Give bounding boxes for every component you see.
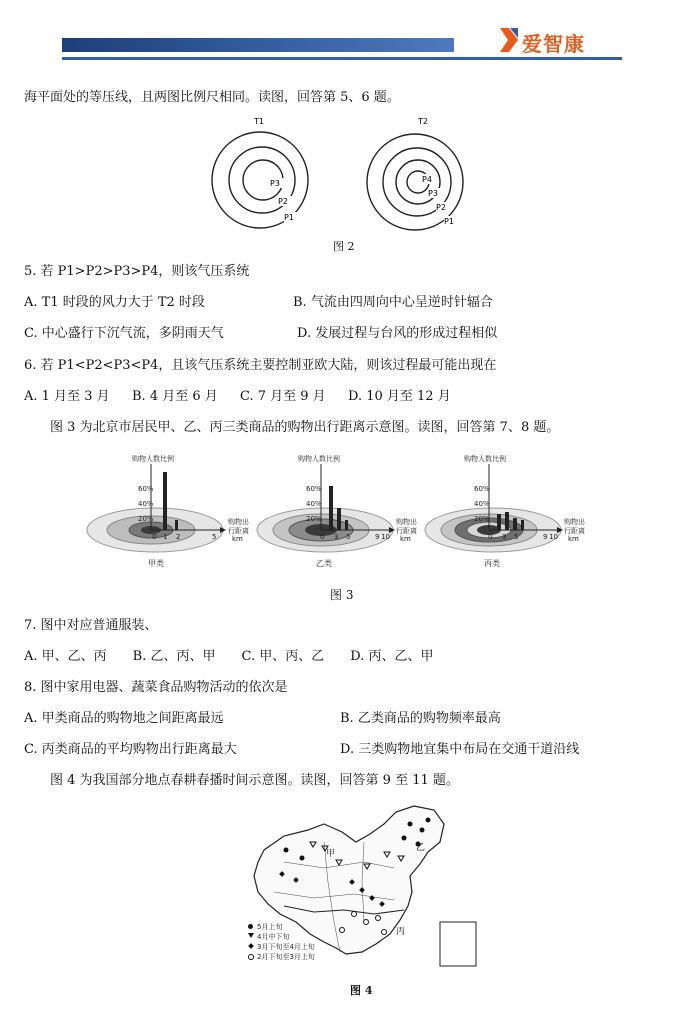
legend-mar: 3月下旬至4月上旬 (257, 943, 315, 951)
brand-logo-icon (500, 28, 518, 52)
yi-x-tick-10: 10 (381, 533, 390, 541)
fig3-intro: 图 3 为北京市居民甲、乙、丙三类商品的购物出行距离示意图。读图，回答第 7、8 题。 (50, 420, 560, 435)
jia-y-tick-60: 60% (138, 485, 154, 493)
region-label-bing: 丙 (396, 927, 406, 937)
jia-y-tick-20: 20% (138, 515, 154, 523)
jia-x-tick-5: 5 (212, 533, 217, 541)
bing-x-tick-0: 0 (488, 533, 493, 541)
bing-y-tick-60: 60% (474, 485, 490, 493)
t2-p3: P3 (428, 189, 438, 198)
header-bar-thin (62, 57, 622, 60)
q6-option-a: A. 1 月至 3 月 (24, 389, 110, 404)
bing-y-tick-20: 20% (474, 515, 490, 523)
legend-dot-icon (248, 924, 253, 929)
bing-bar-2 (505, 512, 509, 530)
yi-x-title-3: km (400, 535, 411, 543)
yi-y-title: 购物人数比例 (298, 455, 340, 463)
q8-option-a: A. 甲类商品的购物地之间距离最远 (24, 711, 224, 726)
bing-x-title-2: 行距离 (564, 527, 585, 535)
t2-p1: P1 (444, 217, 454, 226)
bing-x-tick-9: 9 (543, 533, 548, 541)
t2-p2: P2 (436, 203, 446, 212)
bing-x-tick-10: 10 (549, 533, 558, 541)
q6-option-d: D. 10 月至 12 月 (348, 389, 451, 404)
legend-circle-icon (248, 954, 254, 960)
jia-bar-2 (175, 520, 178, 530)
legend-may: 5月上旬 (257, 923, 283, 931)
q6-option-b: B. 4 月至 6 月 (132, 389, 218, 404)
jia-x-tick-0: 0 (152, 533, 157, 541)
yi-x-tick-3: 3 (334, 533, 339, 541)
bing-y-tick-40: 40% (474, 500, 490, 508)
jia-x-tick-1: 1 (163, 533, 168, 541)
yi-bar-1 (329, 486, 333, 530)
q6-stem: 6. 若 P1<P2<P3<P4，且该气压系统主要控制亚欧大陆，则该过程最可能出现在 (24, 358, 497, 373)
region-label-jia: 甲 (326, 849, 336, 859)
bing-x-tick-5: 5 (514, 533, 519, 541)
jia-x-title-2: 行距离 (228, 527, 249, 535)
fig2-caption: 图 2 (333, 240, 355, 253)
yi-y-tick-20: 20% (306, 515, 322, 523)
yi-x-title-2: 行距离 (396, 527, 417, 535)
fig3-caption: 图 3 (330, 588, 354, 602)
region-label-yi: 乙 (416, 843, 426, 853)
t1-label: T1 (254, 117, 264, 126)
legend-apr: 4月中下旬 (257, 933, 290, 941)
q5-option-b: B. 气流由四周向中心呈逆时针辐合 (293, 295, 493, 310)
q5-option-d: D. 发展过程与台风的形成过程相似 (297, 326, 498, 341)
bing-bar-1 (497, 514, 501, 530)
yi-x-tick-5: 5 (346, 533, 351, 541)
panel-jia (87, 464, 226, 552)
q7-options: A. 甲、乙、丙 B. 乙、丙、甲 C. 甲、丙、乙 D. 丙、乙、甲 (24, 649, 434, 664)
t1-p3: P3 (270, 179, 280, 188)
q8-option-b: B. 乙类商品的购物频率最高 (340, 711, 501, 726)
q6-option-c: C. 7 月至 9 月 (240, 389, 326, 404)
bing-x-title-1: 购物出 (564, 518, 585, 526)
jia-name: 甲类 (148, 559, 164, 568)
yi-y-tick-40: 40% (306, 500, 322, 508)
q8-option-d: D. 三类购物地宜集中布局在交通干道沿线 (340, 742, 580, 757)
legend-triangle-icon (248, 933, 254, 938)
south-sea-inset (440, 922, 476, 966)
t1-p2: P2 (278, 197, 288, 206)
fig4-caption: 图 4 (350, 984, 373, 997)
figure-3 (85, 446, 595, 576)
bing-bar-3 (513, 518, 517, 530)
brand-name: 爱智康 (522, 32, 585, 56)
fig2-intro: 海平面处的等压线，且两图比例尺相同。读图，回答第 5、6 题。 (24, 90, 400, 105)
header-bar (62, 38, 454, 52)
jia-y-title: 购物人数比例 (132, 455, 174, 463)
q5-option-a: A. T1 时段的风力大于 T2 时段 (24, 295, 205, 310)
bing-x-tick-3: 3 (502, 533, 507, 541)
q5-stem: 5. 若 P1>P2>P3>P4，则该气压系统 (24, 264, 250, 279)
yi-bar-3 (345, 520, 348, 530)
yi-name: 乙类 (316, 559, 332, 568)
q8-option-c: C. 丙类商品的平均购物出行距离最大 (24, 742, 237, 757)
q7-stem: 7. 图中对应普通服装、 (24, 618, 158, 633)
t2-p4: P4 (422, 175, 432, 184)
jia-x-title-1: 购物出 (228, 518, 249, 526)
yi-x-tick-0: 0 (320, 533, 325, 541)
q5-option-c: C. 中心盛行下沉气流，多阴雨天气 (24, 326, 224, 341)
fig4-intro: 图 4 为我国部分地点春耕春播时间示意图。读图，回答第 9 至 11 题。 (50, 773, 459, 788)
yi-y-tick-60: 60% (306, 485, 322, 493)
bing-name: 丙类 (484, 559, 500, 568)
bing-y-title: 购物人数比例 (464, 455, 506, 463)
q8-stem: 8. 图中家用电器、蔬菜食品购物活动的依次是 (24, 680, 288, 695)
yi-x-title-1: 购物出 (396, 518, 417, 526)
bing-x-title-3: km (568, 535, 579, 543)
yi-x-tick-9: 9 (375, 533, 380, 541)
jia-x-title-3: km (232, 535, 243, 543)
yi-bar-2 (337, 508, 341, 530)
jia-y-tick-40: 40% (138, 500, 154, 508)
figure-2 (200, 112, 500, 257)
jia-bar-1 (163, 472, 167, 530)
bing-bar-4 (521, 520, 524, 530)
legend-feb: 2月下旬至3月上旬 (257, 953, 315, 961)
jia-x-tick-2: 2 (176, 533, 181, 541)
t1-p1: P1 (284, 213, 294, 222)
t2-label: T2 (418, 117, 428, 126)
